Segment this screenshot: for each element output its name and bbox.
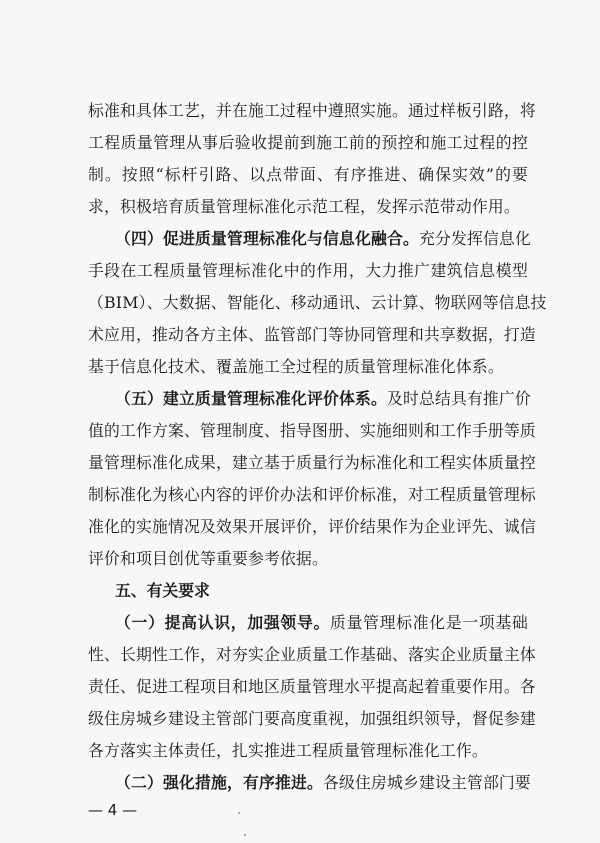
text-line: 各级住房城乡建设主管部门要 <box>322 773 531 792</box>
section-lead-line <box>115 773 531 793</box>
text-line: 及时总结具有推广价 <box>386 389 531 408</box>
section-lead: （一）提高认识，加强领导。 <box>115 613 331 632</box>
text-line: 基于信息化技术、覆盖施工全过程的质量管理标准化体系。 <box>88 357 504 376</box>
scan-speck <box>238 812 240 814</box>
text-line: 工程质量管理从事后验收提前到施工前的预控和施工过程的控 <box>88 133 528 152</box>
text-line: 求，积极培育质量管理标准化示范工程，发挥示范带动作用。 <box>88 197 520 216</box>
section-lead-line <box>115 229 531 249</box>
text-line: 标准和具体工艺，并在施工过程中遵照实施。通过样板引路，将 <box>88 101 536 120</box>
text-line: 级住房城乡建设主管部门要高度重视，加强组织领导，督促参建 <box>88 709 536 728</box>
text-line: 值的工作方案、管理制度、指导图册、实施细则和工作手册等质 <box>88 421 536 440</box>
text-line: 各方落实主体责任，扎实推进工程质量管理标准化工作。 <box>88 741 488 760</box>
text-line: 充分发挥信息化 <box>418 229 531 248</box>
text-line: 评价和项目创优等重要参考依据。 <box>88 549 328 568</box>
section-lead-line <box>115 389 531 409</box>
text-line: 准化的实施情况及效果开展评价，评价结果作为企业评先、诚信 <box>88 517 536 536</box>
text-line: 术应用，推动各方主体、监管部门等协同管理和共享数据，打造 <box>88 325 536 344</box>
section-lead: （五）建立质量管理标准化评价体系。 <box>115 389 387 408</box>
text-line: 手段在工程质量管理标准化中的作用，大力推广建筑信息模型 <box>88 261 528 280</box>
text-line: 责任、促进工程项目和地区质量管理水平提高起着重要作用。各 <box>88 677 536 696</box>
scan-speck <box>244 834 246 836</box>
section-lead: （二）强化措施，有序推进。 <box>115 773 323 792</box>
text-line: 性、长期性工作，对夯实企业质量工作基础、落实企业质量主体 <box>88 645 536 664</box>
text-line: 制标准化为核心内容的评价办法和评价标准，对工程质量管理标 <box>88 485 536 504</box>
text-line: 制。按照“标杆引路、以点带面、有序推进、确保实效”的要 <box>88 165 528 184</box>
text-line: 量管理标准化成果，建立基于质量行为标准化和工程实体质量控 <box>88 453 536 472</box>
page-number: — 4 — <box>88 801 138 819</box>
text-line: 质量管理标准化是一项基础 <box>330 613 528 632</box>
text-line: （BIM）、大数据、智能化、移动通讯、云计算、物联网等信息技 <box>88 293 547 312</box>
section-heading: 五、有关要求 <box>115 581 210 600</box>
section-lead: （四）促进质量管理标准化与信息化融合。 <box>115 229 419 248</box>
section-lead-line <box>115 613 528 633</box>
